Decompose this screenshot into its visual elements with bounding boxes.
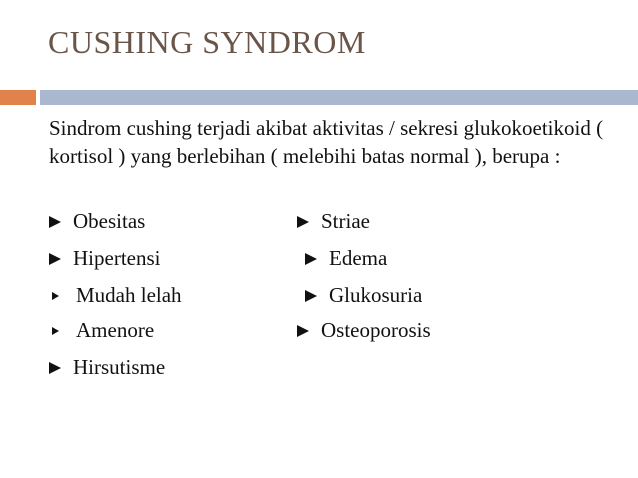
list-item-obesitas [49, 209, 145, 234]
list-item-label: Obesitas [73, 209, 146, 233]
list-item-label: Hirsutisme [73, 355, 166, 379]
list-item-label: Hipertensi [73, 246, 161, 270]
list-item-label: Osteoporosis [321, 318, 431, 342]
list-item-striae [297, 209, 370, 234]
accent-bar-orange [0, 90, 36, 105]
list-item-label: Amenore [76, 318, 155, 342]
small-arrow-bullet-icon [52, 327, 59, 335]
arrow-bullet-icon [297, 325, 309, 337]
list-item-amenore [49, 318, 154, 343]
arrow-bullet-icon [49, 362, 61, 374]
arrow-bullet-icon [305, 290, 317, 302]
list-item-osteoporosis [297, 318, 431, 343]
intro-paragraph: Sindrom cushing terjadi akibat aktivitas / sekresi glukokoetikoid ( kortisol ) yang berlebihan ( melebihi batas normal ), berupa : [49, 116, 604, 168]
arrow-bullet-icon [297, 216, 309, 228]
list-item-mudah-lelah [49, 283, 182, 308]
list-item-label: Mudah lelah [76, 283, 182, 307]
list-item-label: Striae [321, 209, 370, 233]
list-item-edema [305, 246, 387, 271]
list-item-hipertensi [49, 246, 160, 271]
accent-bar-blue [40, 90, 638, 105]
small-arrow-bullet-icon [52, 292, 59, 300]
arrow-bullet-icon [49, 216, 61, 228]
list-item-glukosuria [305, 283, 422, 308]
arrow-bullet-icon [305, 253, 317, 265]
list-item-label: Edema [329, 246, 388, 270]
arrow-bullet-icon [49, 253, 61, 265]
list-item-hirsutisme [49, 355, 165, 380]
slide-title: CUSHING SYNDROM [48, 24, 366, 60]
list-item-label: Glukosuria [329, 283, 423, 307]
